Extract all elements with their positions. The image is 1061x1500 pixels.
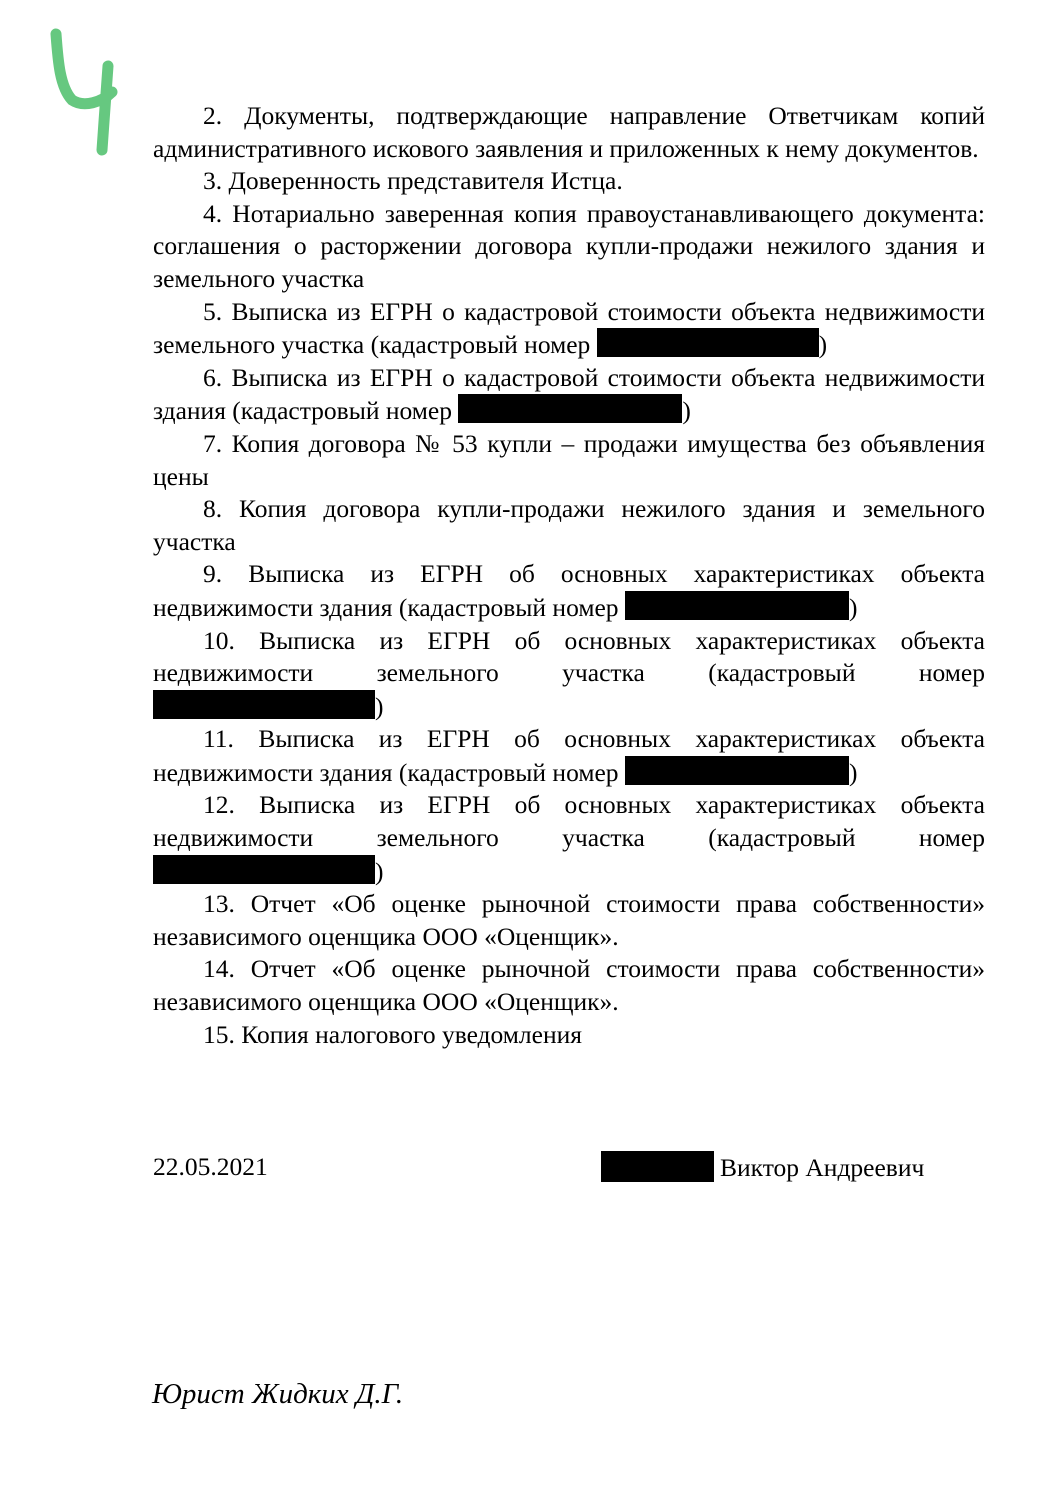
- handwritten-page-number: [46, 22, 126, 162]
- signatory-name: Виктор Андреевич: [720, 1153, 925, 1182]
- redacted-surname: [601, 1151, 714, 1182]
- redacted-cadastral-number: [625, 756, 849, 785]
- redacted-cadastral-number: [153, 855, 375, 884]
- list-item: 10. Выписка из ЕГРН об основных характеристиках объекта недвижимости земельного участка (кадастровый номер ): [153, 625, 985, 721]
- redacted-cadastral-number: [597, 328, 819, 357]
- list-item: 7. Копия договора № 53 купли – продажи имущества без объявления цены: [153, 428, 986, 491]
- redacted-cadastral-number: [625, 591, 849, 620]
- document-date: 22.05.2021: [153, 1152, 268, 1181]
- redacted-cadastral-number: [458, 394, 682, 423]
- signature-row: [153, 1151, 985, 1185]
- redacted-cadastral-number: [153, 690, 375, 719]
- list-item: 11. Выписка из ЕГРН об основных характеристиках объекта недвижимости здания (кадастровый номер ): [153, 724, 986, 787]
- list-item: 13. Отчет «Об оценке рыночной стоимости права собственности» независимого оценщика ООО «Оценщик».: [153, 889, 986, 951]
- attachments-list: [153, 100, 985, 1051]
- list-item: 3. Доверенность представителя Истца.: [203, 166, 623, 196]
- list-item: 8. Копия договора купли-продажи нежилого здания и земельного участка: [153, 494, 985, 556]
- signatory: [601, 1151, 924, 1184]
- list-item: 2. Документы, подтверждающие направление Ответчикам копий административного искового заявления и приложенных к нему документов.: [153, 101, 985, 163]
- list-item: 14. Отчет «Об оценке рыночной стоимости права собственности» независимого оценщика ООО «Оценщик».: [153, 954, 986, 1017]
- list-item: 9. Выписка из ЕГРН об основных характеристиках объекта недвижимости здания (кадастровый номер ): [153, 559, 986, 622]
- list-item: 5. Выписка из ЕГРН о кадастровой стоимости объекта недвижимости земельного участка (кадастровый номер ): [153, 296, 985, 360]
- lawyer-stamp: Юрист Жидких Д.Г.: [152, 1378, 404, 1410]
- list-item: 6. Выписка из ЕГРН о кадастровой стоимости объекта недвижимости здания (кадастровый номер ): [153, 362, 985, 426]
- list-item: 15. Копия налогового уведомления: [203, 1019, 583, 1049]
- list-item: 4. Нотариально заверенная копия правоустанавливающего документа: соглашения о расторжении договора купли-продажи нежилого здания и земельного участка: [153, 198, 986, 293]
- list-item: 12. Выписка из ЕГРН об основных характеристиках объекта недвижимости земельного участка (кадастровый номер ): [153, 790, 985, 886]
